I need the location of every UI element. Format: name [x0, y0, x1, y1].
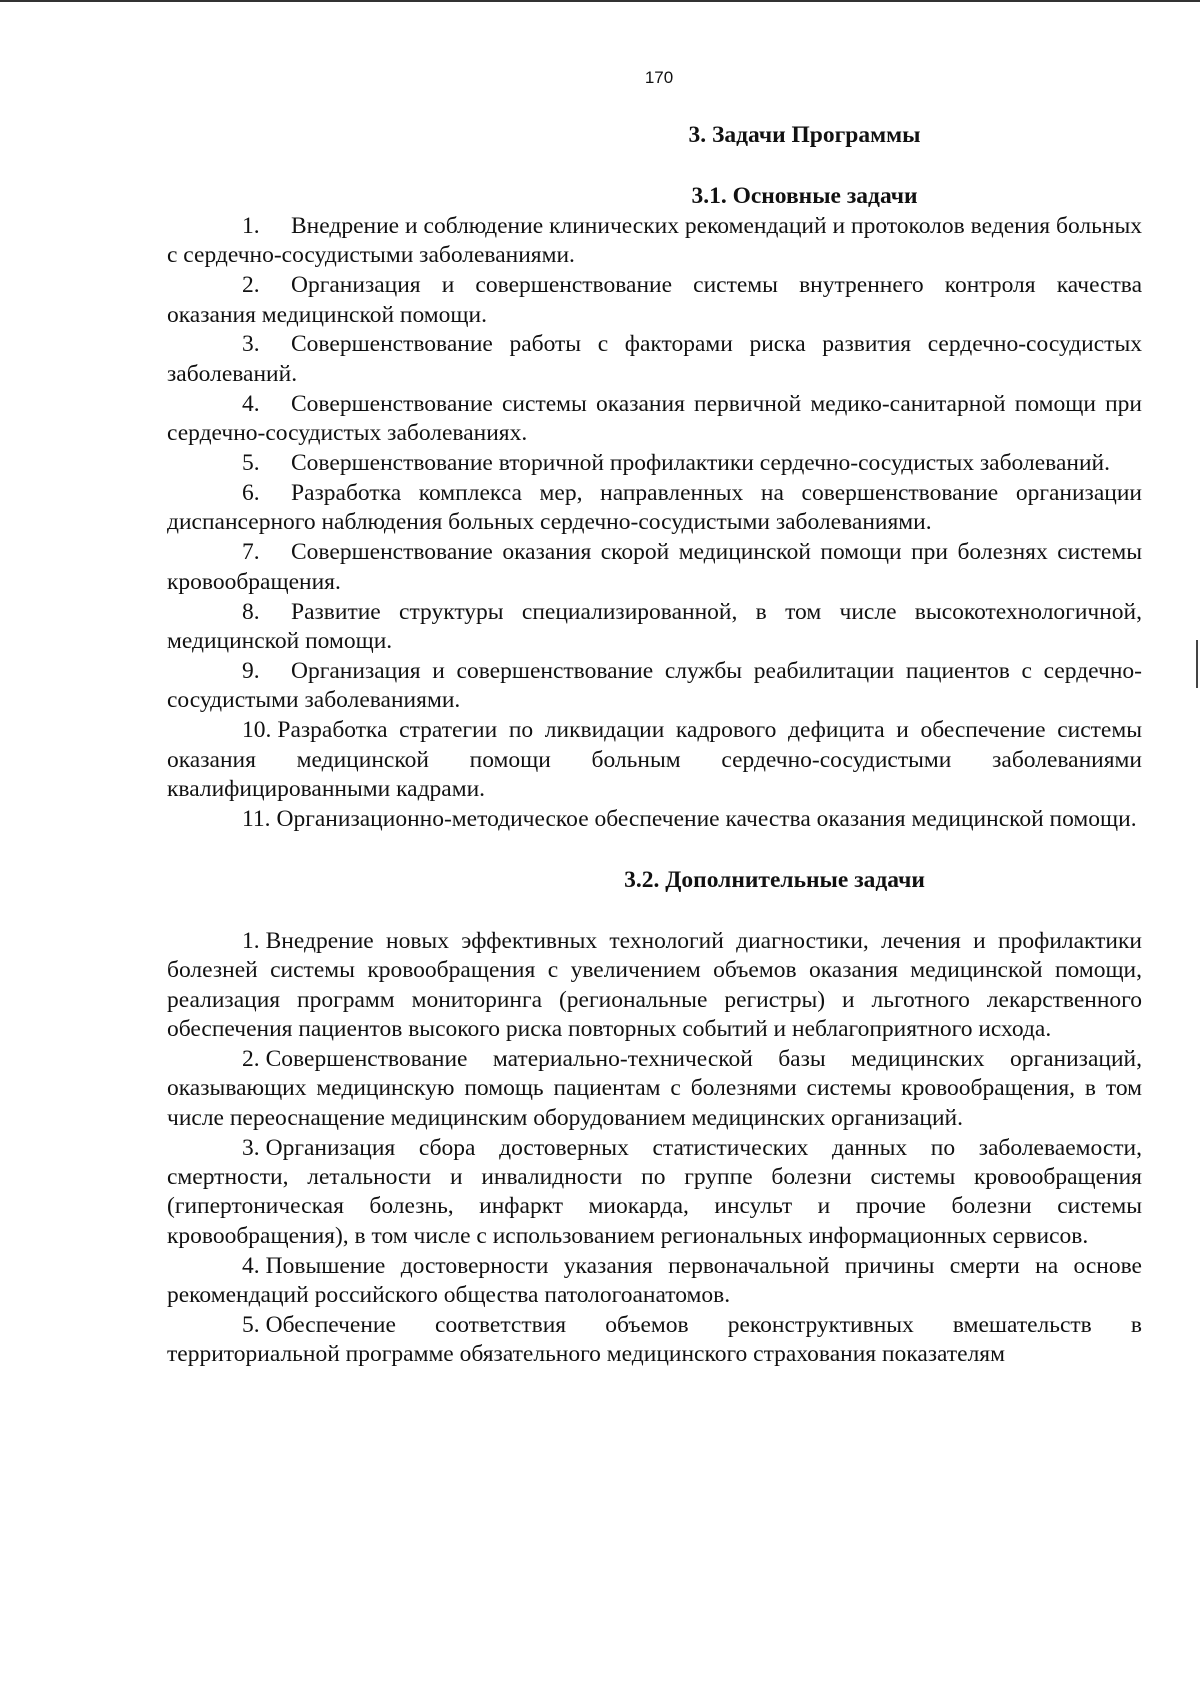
item-number: 1.: [242, 927, 260, 954]
document-body: [167, 121, 1142, 1370]
item-text: Организация сбора достоверных статистических данных по заболеваемости, смертности, летальности и инвалидности по группе болезни системы кровообращения (гипертоническая болезнь, инфаркт миокарда, инсульт и прочие болезни системы кровообращения), в том числе с использованием региональных информационных сервисов.: [167, 1134, 1142, 1249]
main-task-item: [167, 330, 1142, 389]
item-text: Внедрение и соблюдение клинических рекомендаций и протоколов ведения больных с сердечно-сосудистыми заболеваниями.: [167, 212, 1142, 269]
item-number: 6.: [242, 479, 260, 506]
item-number: 4.: [242, 390, 260, 417]
main-tasks-list: [167, 212, 1142, 835]
item-text: Организация и совершенствование службы реабилитации пациентов с сердечно-сосудистыми заболеваниями.: [167, 657, 1142, 714]
additional-tasks-heading: 3.2. Дополнительные задачи: [624, 867, 925, 894]
main-task-item: [167, 716, 1142, 804]
item-text: Совершенствование материально-технической базы медицинских организаций, оказывающих медицинскую помощь пациентам с болезнями системы кровообращения, в том числе переоснащение медицинским оборудованием медицинских организаций.: [167, 1045, 1142, 1131]
item-number: 8.: [242, 598, 260, 625]
scan-top-border: [0, 0, 1200, 2]
item-number: 9.: [242, 657, 260, 684]
main-task-item: [167, 449, 1142, 478]
item-text: Совершенствование вторичной профилактики сердечно-сосудистых заболеваний.: [291, 450, 1110, 477]
item-text: Внедрение новых эффективных технологий диагностики, лечения и профилактики болезней системы кровообращения с увеличением объемов оказания медицинской помощи, реализация программ мониторинга (региональные регистры) и льготного лекарственного обеспечения пациентов высокого риска повторных событий и неблагоприятного исхода.: [167, 927, 1142, 1042]
item-number: 7.: [242, 539, 260, 566]
item-number: 4.: [242, 1252, 260, 1279]
additional-task-item: [167, 1311, 1142, 1370]
item-text: Разработка комплекса мер, направленных на совершенствование организации диспансерного наблюдения больных сердечно-сосудистыми заболеваниями.: [167, 479, 1142, 536]
additional-task-item: [167, 927, 1142, 1045]
item-number: 11.: [242, 805, 271, 832]
item-text: Обеспечение соответствия объемов реконструктивных вмешательств в территориальной программе обязательного медицинского страхования показателям: [167, 1312, 1142, 1368]
item-number: 3.: [242, 331, 260, 358]
main-task-item: [167, 538, 1142, 597]
item-number: 1.: [242, 212, 260, 239]
item-number: 10.: [242, 717, 272, 744]
item-number: 2.: [242, 272, 260, 299]
main-task-item: [167, 657, 1142, 716]
main-tasks-heading: 3.1. Основные задачи: [691, 183, 918, 210]
main-task-item: [167, 805, 1142, 834]
item-text: Организационно-методическое обеспечение качества оказания медицинской помощи.: [276, 805, 1137, 832]
main-task-item: [167, 271, 1142, 330]
scan-edge-mark: [1196, 640, 1198, 688]
item-text: Совершенствование оказания скорой медицинской помощи при болезнях системы кровообращения.: [167, 539, 1142, 595]
main-task-item: [167, 212, 1142, 271]
additional-task-item: [167, 1134, 1142, 1252]
main-task-item: [167, 390, 1142, 449]
item-number: 2.: [242, 1045, 260, 1072]
item-text: Развитие структуры специализированной, в том числе высокотехнологичной, медицинской помощи.: [167, 598, 1142, 654]
item-text: Организация и совершенствование системы внутреннего контроля качества оказания медицинской помощи.: [167, 272, 1142, 328]
additional-task-item: [167, 1252, 1142, 1311]
item-text: Совершенствование работы с факторами риска развития сердечно-сосудистых заболеваний.: [167, 331, 1142, 387]
main-task-item: [167, 479, 1142, 538]
additional-task-item: [167, 1045, 1142, 1133]
item-number: 5.: [242, 1312, 260, 1339]
item-text: Разработка стратегии по ликвидации кадрового дефицита и обеспечение системы оказания медицинской помощи больным сердечно-сосудистыми заболеваниями квалифицированными кадрами.: [167, 717, 1142, 803]
page-number: 170: [644, 68, 674, 87]
additional-tasks-list: [167, 927, 1142, 1370]
section-title: 3. Задачи Программы: [688, 122, 921, 148]
item-text: Совершенствование системы оказания первичной медико-санитарной помощи при сердечно-сосудистых заболеваниях.: [167, 390, 1142, 447]
item-number: 3.: [242, 1134, 260, 1161]
item-number: 5.: [242, 450, 260, 477]
main-task-item: [167, 598, 1142, 657]
item-text: Повышение достоверности указания первоначальной причины смерти на основе рекомендаций российского общества патологоанатомов.: [167, 1252, 1142, 1309]
